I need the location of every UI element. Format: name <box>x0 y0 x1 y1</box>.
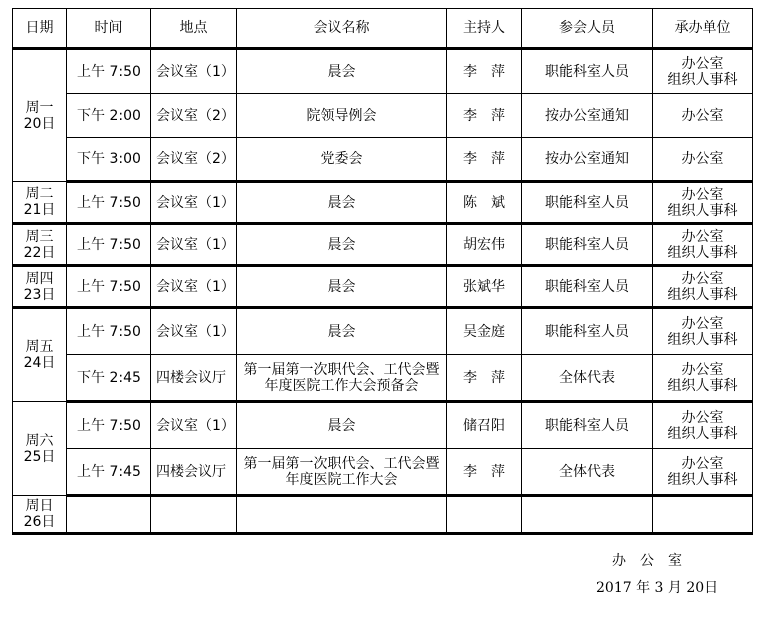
attendees-cell: 职能科室人员 <box>522 402 653 449</box>
header-meeting: 会议名称 <box>237 9 447 49</box>
host-cell: 李 萍 <box>447 355 522 402</box>
day-cell <box>13 182 67 224</box>
header-time: 时间 <box>67 9 151 49</box>
day-cell <box>13 224 67 266</box>
footer-date: 2017 年 3 月 20日 <box>596 580 719 596</box>
meeting-cell <box>237 224 447 266</box>
time-cell: 上午 7:45 <box>67 449 151 496</box>
attendees-cell: 职能科室人员 <box>522 266 653 308</box>
day-cell <box>13 402 67 496</box>
attendees-cell: 职能科室人员 <box>522 49 653 94</box>
time-cell: 上午 7:50 <box>67 402 151 449</box>
place-cell: 四楼会议厅 <box>151 449 237 496</box>
schedule-body <box>13 49 753 534</box>
table-row <box>13 402 753 449</box>
table-row <box>13 496 753 534</box>
place-cell <box>151 496 237 534</box>
organizer-cell-line: 组织人事科 <box>667 425 738 442</box>
meeting-cell-line: 晨会 <box>327 63 356 80</box>
date-label: 21日 <box>23 202 56 218</box>
place-cell: 会议室（2） <box>151 138 237 182</box>
organizer-cell-line: 办公室 <box>681 409 724 426</box>
meeting-cell <box>237 496 447 534</box>
organizer-cell <box>653 402 753 449</box>
host-cell: 李 萍 <box>447 449 522 496</box>
organizer-cell-line: 办公室 <box>681 107 724 124</box>
meeting-cell-line: 年度医院工作大会 <box>285 471 398 488</box>
meeting-cell-line: 晨会 <box>327 417 356 434</box>
organizer-cell <box>653 224 753 266</box>
place-cell: 会议室（2） <box>151 94 237 138</box>
meeting-schedule-table <box>12 8 753 535</box>
meeting-cell <box>237 266 447 308</box>
organizer-cell-line: 组织人事科 <box>667 202 738 219</box>
place-cell: 四楼会议厅 <box>151 355 237 402</box>
meeting-cell <box>237 355 447 402</box>
organizer-cell-line: 办公室 <box>681 55 724 72</box>
attendees-cell: 职能科室人员 <box>522 182 653 224</box>
organizer-cell <box>653 49 753 94</box>
weekday-label: 周一 <box>25 99 54 116</box>
organizer-cell-line: 办公室 <box>681 361 724 378</box>
host-cell: 吴金庭 <box>447 308 522 355</box>
date-label: 26日 <box>23 514 56 530</box>
organizer-cell <box>653 449 753 496</box>
place-cell: 会议室（1） <box>151 402 237 449</box>
meeting-cell <box>237 449 447 496</box>
day-cell <box>13 496 67 534</box>
day-cell <box>13 308 67 402</box>
organizer-cell-line: 组织人事科 <box>667 71 738 88</box>
date-label: 24日 <box>23 355 56 371</box>
organizer-cell-line: 办公室 <box>681 270 724 287</box>
meeting-cell-line: 晨会 <box>327 278 356 295</box>
weekday-label: 周三 <box>25 228 54 245</box>
weekday-label: 周日 <box>25 498 54 514</box>
attendees-cell: 按办公室通知 <box>522 138 653 182</box>
attendees-cell: 全体代表 <box>522 355 653 402</box>
meeting-cell-line: 第一届第一次职代会、工代会暨 <box>243 455 440 472</box>
host-cell: 陈 斌 <box>447 182 522 224</box>
header-organizer: 承办单位 <box>653 9 753 49</box>
table-row <box>13 266 753 308</box>
host-cell: 胡宏伟 <box>447 224 522 266</box>
header-row <box>13 9 753 49</box>
organizer-cell <box>653 355 753 402</box>
place-cell: 会议室（1） <box>151 182 237 224</box>
table-row <box>13 355 753 402</box>
organizer-cell-line: 组织人事科 <box>667 471 738 488</box>
meeting-cell <box>237 94 447 138</box>
header-host: 主持人 <box>447 9 522 49</box>
meeting-cell-line: 晨会 <box>327 194 356 211</box>
table-row <box>13 182 753 224</box>
time-cell: 上午 7:50 <box>67 308 151 355</box>
organizer-cell-line: 办公室 <box>681 186 724 203</box>
organizer-cell-line: 组织人事科 <box>667 244 738 261</box>
weekday-label: 周五 <box>25 339 54 355</box>
attendees-cell: 全体代表 <box>522 449 653 496</box>
organizer-cell <box>653 138 753 182</box>
time-cell: 上午 7:50 <box>67 49 151 94</box>
meeting-cell-line: 年度医院工作大会预备会 <box>264 377 419 394</box>
place-cell: 会议室（1） <box>151 224 237 266</box>
meeting-cell <box>237 138 447 182</box>
time-cell: 上午 7:50 <box>67 266 151 308</box>
meeting-cell-line: 院领导例会 <box>306 107 377 124</box>
date-label: 22日 <box>23 244 56 261</box>
host-cell <box>447 496 522 534</box>
organizer-cell <box>653 182 753 224</box>
place-cell: 会议室（1） <box>151 308 237 355</box>
attendees-cell: 职能科室人员 <box>522 308 653 355</box>
table-row <box>13 449 753 496</box>
attendees-cell: 职能科室人员 <box>522 224 653 266</box>
organizer-cell-line: 办公室 <box>681 315 724 332</box>
organizer-cell-line: 办公室 <box>681 151 724 167</box>
host-cell: 李 萍 <box>447 138 522 182</box>
meeting-cell-line: 晨会 <box>327 323 356 340</box>
meeting-cell <box>237 402 447 449</box>
table-row <box>13 94 753 138</box>
header-place: 地点 <box>151 9 237 49</box>
meeting-cell <box>237 308 447 355</box>
host-cell: 张斌华 <box>447 266 522 308</box>
meeting-cell <box>237 49 447 94</box>
time-cell: 下午 3:00 <box>67 138 151 182</box>
meeting-cell-line: 晨会 <box>327 236 356 253</box>
date-label: 25日 <box>23 448 56 465</box>
time-cell <box>67 496 151 534</box>
host-cell: 储召阳 <box>447 402 522 449</box>
table-row <box>13 224 753 266</box>
place-cell: 会议室（1） <box>151 49 237 94</box>
organizer-cell <box>653 94 753 138</box>
organizer-cell-line: 组织人事科 <box>667 377 738 394</box>
host-cell: 李 萍 <box>447 94 522 138</box>
time-cell: 下午 2:45 <box>67 355 151 402</box>
day-cell <box>13 266 67 308</box>
host-cell: 李 萍 <box>447 49 522 94</box>
header-date: 日期 <box>13 9 67 49</box>
organizer-cell <box>653 266 753 308</box>
organizer-cell-line: 办公室 <box>681 228 724 245</box>
organizer-cell <box>653 496 753 534</box>
organizer-cell-line: 办公室 <box>681 455 724 472</box>
organizer-cell-line: 组织人事科 <box>667 286 738 303</box>
table-row <box>13 308 753 355</box>
attendees-cell: 按办公室通知 <box>522 94 653 138</box>
weekday-label: 周四 <box>25 270 54 287</box>
date-label: 23日 <box>23 286 56 303</box>
weekday-label: 周二 <box>25 186 54 202</box>
organizer-cell <box>653 308 753 355</box>
attendees-cell <box>522 496 653 534</box>
weekday-label: 周六 <box>25 432 54 449</box>
meeting-cell-line: 第一届第一次职代会、工代会暨 <box>243 361 440 378</box>
table-row <box>13 138 753 182</box>
meeting-cell <box>237 182 447 224</box>
time-cell: 上午 7:50 <box>67 182 151 224</box>
footer-office: 办 公 室 <box>612 553 682 569</box>
table-row <box>13 49 753 94</box>
header-attendees: 参会人员 <box>522 9 653 49</box>
organizer-cell-line: 组织人事科 <box>667 331 738 348</box>
place-cell: 会议室（1） <box>151 266 237 308</box>
day-cell <box>13 49 67 182</box>
time-cell: 下午 2:00 <box>67 94 151 138</box>
meeting-cell-line: 党委会 <box>320 151 363 167</box>
date-label: 20日 <box>23 115 56 132</box>
time-cell: 上午 7:50 <box>67 224 151 266</box>
